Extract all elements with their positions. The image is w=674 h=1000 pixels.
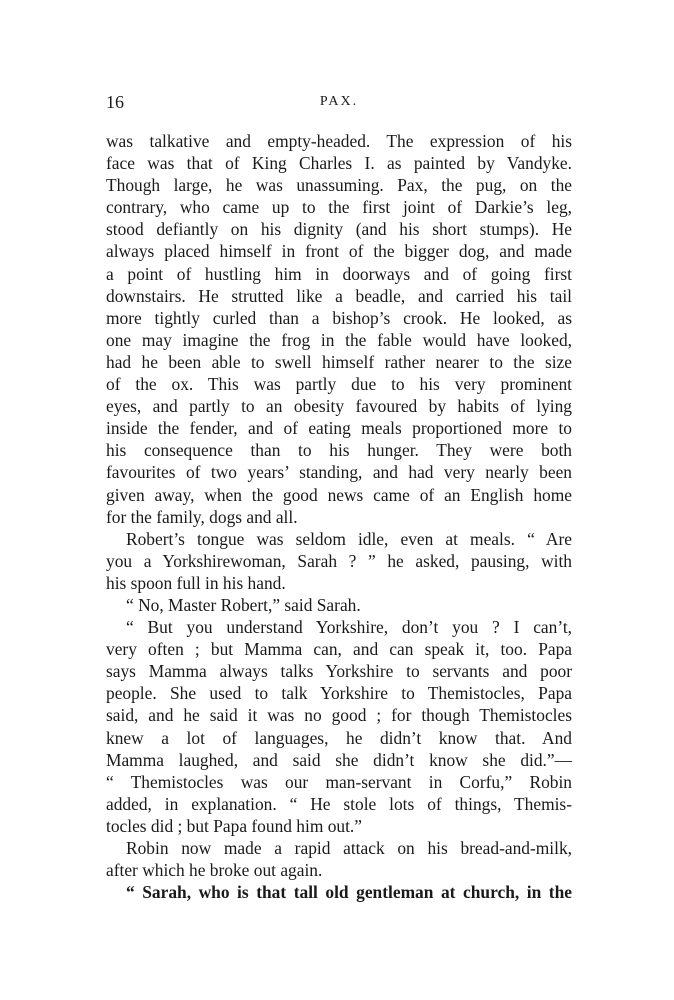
text-line: said, and he said it was no good ; for though Themistocles: [106, 705, 572, 726]
text-line: given away, when the good news came of an English home: [106, 484, 572, 505]
text-line: Though large, he was unassuming. Pax, the pug, on the: [106, 175, 572, 196]
page-number: 16: [106, 92, 124, 112]
text-line: stood defiantly on his dignity (and his short stumps). He: [106, 219, 572, 240]
text-line: for the family, dogs and all.: [106, 506, 298, 527]
text-line: “ No, Master Robert,” said Sarah.: [126, 594, 361, 615]
text-line: you a Yorkshirewoman, Sarah ? ” he asked, pausing, with: [106, 550, 572, 571]
text-line: was talkative and empty-headed. The expression of his: [106, 131, 572, 151]
text-line: “ Sarah, who is that tall old gentleman at church, in the: [126, 882, 572, 903]
text-line: inside the fender, and of eating meals proportioned more to: [106, 418, 572, 439]
running-head: [106, 92, 572, 116]
text-line: Robert’s tongue was seldom idle, even at meals. “ Are: [126, 528, 572, 549]
text-line: a point of hustling him in doorways and of going first: [106, 263, 572, 284]
text-line: more tightly curled than a bishop’s crook. He looked, as: [106, 307, 572, 328]
text-line: downstairs. He strutted like a beadle, and carried his tail: [106, 285, 572, 306]
text-line: knew a lot of languages, he didn’t know that. And: [106, 727, 572, 748]
text-line: added, in explanation. “ He stole lots of things, Themis-: [106, 793, 572, 814]
text-line: Mamma laughed, and said she didn’t know she did.”—: [106, 749, 572, 770]
text-line: eyes, and partly to an obesity favoured by habits of lying: [106, 396, 572, 417]
text-line: Robin now made a rapid attack on his bread-and-milk,: [126, 838, 572, 858]
text-line: contrary, who came up to the first joint of Darkie’s leg,: [106, 197, 572, 218]
text-line: had he been able to swell himself rather nearer to the size: [106, 351, 572, 372]
text-line: “ Themistocles was our man-servant in Corfu,” Robin: [106, 771, 572, 792]
text-line: very often ; but Mamma can, and can speak it, too. Papa: [106, 639, 572, 660]
text-line: tocles did ; but Papa found him out.”: [106, 815, 362, 836]
text-line: face was that of King Charles I. as painted by Vandyke.: [106, 153, 572, 174]
running-title: PAX.: [319, 94, 359, 109]
text-line: “ But you understand Yorkshire, don’t you ? I can’t,: [126, 617, 572, 638]
text-line: people. She used to talk Yorkshire to Themistocles, Papa: [106, 683, 572, 704]
text-line: after which he broke out again.: [106, 860, 323, 881]
body-text: [106, 130, 572, 903]
text-line: always placed himself in front of the bigger dog, and made: [106, 241, 572, 262]
text-line: his spoon full in his hand.: [106, 572, 286, 593]
text-line: favourites of two years’ standing, and had very nearly been: [106, 462, 572, 483]
text-line: of the ox. This was partly due to his very prominent: [106, 374, 572, 395]
text-line: says Mamma always talks Yorkshire to servants and poor: [106, 661, 572, 682]
text-line: one may imagine the frog in the fable would have looked,: [106, 329, 572, 350]
text-line: his consequence than to his hunger. They were both: [106, 440, 572, 461]
